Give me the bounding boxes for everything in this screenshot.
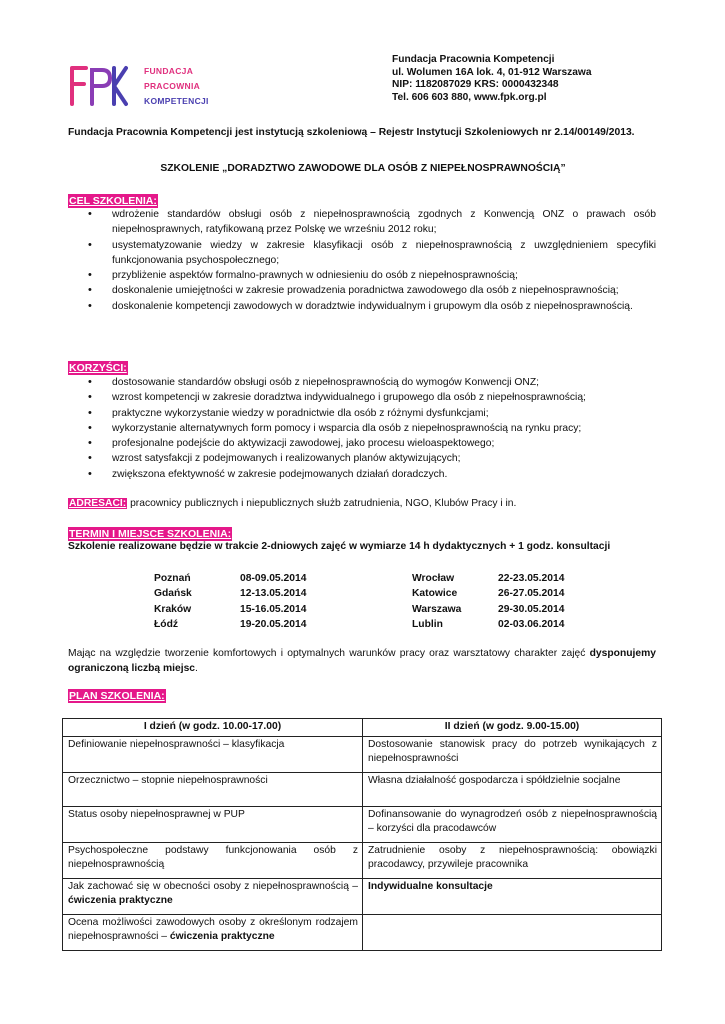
logo-line-1: FUNDACJA xyxy=(144,66,194,76)
day2-cell xyxy=(363,806,662,842)
schedule-entry xyxy=(412,602,564,617)
schedule-date: 22-23.05.2014 xyxy=(498,573,565,584)
day1-header: I dzień (w godz. 10.00-17.00) xyxy=(63,719,363,737)
schedule-city: Wrocław xyxy=(412,573,455,584)
day1-cell xyxy=(63,842,363,878)
day1-cell xyxy=(63,878,363,914)
schedule-entry xyxy=(154,571,306,586)
plan-row xyxy=(63,806,662,842)
day2-cell xyxy=(363,878,662,914)
recipients-text: pracownicy publicznych i niepublicznych służb zatrudnienia, NGO, Klubów Pracy i in. xyxy=(127,498,517,509)
plan-row xyxy=(63,842,662,878)
schedule-right-column xyxy=(412,571,564,632)
schedule-city: Łódź xyxy=(154,618,179,630)
schedule-date: 08-09.05.2014 xyxy=(240,573,307,584)
org-contact: Tel. 606 603 880, www.fpk.org.pl xyxy=(392,91,547,103)
goal-list xyxy=(84,207,656,314)
org-address: ul. Wolumen 16A lok. 4, 01-912 Warszawa xyxy=(392,66,592,78)
cell-text: Psychospołeczne podstawy funkcjonowania osób z niepełnosprawnością xyxy=(68,844,358,870)
plan-heading: PLAN SZKOLENIA: xyxy=(69,690,165,702)
schedule-date: 02-03.06.2014 xyxy=(498,618,565,630)
schedule-entry xyxy=(154,602,306,617)
schedule-description: Szkolenie realizowane będzie w trakcie 2-dniowych zajęć w wymiarze 14 h dydaktycznych + 1 godz. konsultacji xyxy=(68,541,611,552)
list-item: • dostosowanie standardów obsługi osób z niepełnosprawnością do wymogów Konwencji ONZ; xyxy=(84,375,656,390)
schedule-date: 19-20.05.2014 xyxy=(240,618,307,630)
cell-bold-text: Indywidualne konsultacje xyxy=(368,880,493,892)
plan-table xyxy=(62,718,662,951)
schedule-entry xyxy=(154,617,306,632)
fpk-logo xyxy=(68,62,228,112)
benefits-list xyxy=(84,375,656,482)
schedule-heading: TERMIN I MIEJSCE SZKOLENIA: xyxy=(69,528,232,540)
schedule-date: 15-16.05.2014 xyxy=(240,603,307,615)
schedule-date: 29-30.05.2014 xyxy=(498,603,565,615)
day2-cell xyxy=(363,736,662,772)
plan-row xyxy=(63,914,662,950)
plan-row xyxy=(63,772,662,806)
day1-cell xyxy=(63,772,363,806)
logo-line-2: PRACOWNIA xyxy=(144,81,201,91)
cell-text: Zatrudnienie osoby z niepełnosprawnością: obowiązki pracodawcy, przywileje pracownika xyxy=(368,844,657,870)
schedule-city: Warszawa xyxy=(412,603,462,615)
accreditation-note: Fundacja Pracownia Kompetencji jest instytucją szkoleniową – Rejestr Instytucji Szkoleniowych nr 2.14/00149/2013. xyxy=(68,127,635,138)
recipients xyxy=(68,497,516,510)
day2-header: II dzień (w godz. 9.00-15.00) xyxy=(363,719,662,737)
schedule-city: Lublin xyxy=(412,618,443,630)
list-item: • zwiększona efektywność w zakresie podejmowanych działań doradczych. xyxy=(84,467,656,482)
schedule-entry xyxy=(412,586,564,601)
list-item: • doskonalenie umiejętności w zakresie prowadzenia poradnictwa zawodowego dla osób z niepełnosprawnością; xyxy=(84,283,656,298)
list-item: • praktyczne wykorzystanie wiedzy w poradnictwie dla osób z różnymi dysfunkcjami; xyxy=(84,406,656,421)
cell-text: Dofinansowanie do wynagrodzeń osób z niepełnosprawnością – korzyści dla pracodawców xyxy=(368,808,657,834)
schedule-entry xyxy=(154,586,306,601)
cell-text: Dostosowanie stanowisk pracy do potrzeb wynikających z niepełnosprawności xyxy=(368,738,657,764)
day2-cell xyxy=(363,914,662,950)
org-info xyxy=(392,54,692,104)
recipients-heading: ADRESACI: xyxy=(69,498,127,509)
list-item: • wykorzystanie alternatywnych form pomocy i wsparcia dla osób z niepełnosprawnością na rynku pracy; xyxy=(84,421,656,436)
plan-row xyxy=(63,736,662,772)
fpk-logo-mark-icon xyxy=(68,64,128,108)
cell-text: Definiowanie niepełnosprawności – klasyfikacja xyxy=(68,738,285,750)
schedule-entry xyxy=(412,571,564,586)
note-end: . xyxy=(195,663,198,675)
cell-text: Własna działalność gospodarcza i spółdzielnie socjalne xyxy=(368,774,621,786)
schedule-left-column xyxy=(154,571,306,632)
cell-text: Jak zachować się w obecności osoby z niepełnosprawnością – xyxy=(68,880,358,892)
day2-cell xyxy=(363,842,662,878)
schedule-city: Poznań xyxy=(154,573,191,584)
benefits-heading: KORZYŚCI: xyxy=(69,362,127,374)
schedule-entry xyxy=(412,617,564,632)
note-bold: dysponujemy ograniczoną liczbą miejsc xyxy=(68,648,656,675)
cell-text: Ocena możliwości zawodowych osoby z określonym rodzajem niepełnosprawności – xyxy=(68,916,358,942)
list-item: • wdrożenie standardów obsługi osób z niepełnosprawnością zgodnych z Konwencją ONZ o prawach osób niepełnosprawnych, ratyfikowaną przez Polskę we wrześniu 2012 roku; xyxy=(84,207,656,238)
org-name: Fundacja Pracownia Kompetencji xyxy=(392,54,555,65)
schedule-city: Gdańsk xyxy=(154,588,192,600)
day1-cell xyxy=(63,806,363,842)
goal-heading: CEL SZKOLENIA: xyxy=(69,195,157,207)
schedule-city: Kraków xyxy=(154,603,192,615)
list-item: • wzrost satysfakcji z podejmowanych i realizowanych planów aktywizujących; xyxy=(84,451,656,466)
day1-cell xyxy=(63,914,363,950)
cell-text: Orzecznictwo – stopnie niepełnosprawności xyxy=(68,774,268,786)
list-item: • profesjonalne podejście do aktywizacji zawodowej, jako procesu wieloaspektowego; xyxy=(84,436,656,451)
list-item: • doskonalenie kompetencji zawodowych w doradztwie indywidualnym i grupowym dla osób z niepełnosprawnością. xyxy=(84,299,656,314)
schedule-city: Katowice xyxy=(412,588,458,600)
list-item: • przybliżenie aspektów formalno-prawnych w odniesieniu do osób z niepełnosprawnością; xyxy=(84,268,656,283)
list-item: • usystematyzowanie wiedzy w zakresie klasyfikacji osób z niepełnosprawnością z uwzględnieniem specyfiki funkcjonowania psychospołecznego; xyxy=(84,238,656,269)
schedule-date: 26-27.05.2014 xyxy=(498,588,565,600)
cell-text: Status osoby niepełnosprawnej w PUP xyxy=(68,808,245,820)
cell-bold-text: ćwiczenia praktyczne xyxy=(68,895,173,906)
day1-cell xyxy=(63,736,363,772)
course-title: SZKOLENIE „DORADZTWO ZAWODOWE DLA OSÓB Z NIEPEŁNOSPRAWNOŚCIĄ” xyxy=(160,163,566,174)
cell-bold-text: ćwiczenia praktyczne xyxy=(169,931,275,942)
schedule-date: 12-13.05.2014 xyxy=(240,588,307,600)
plan-header-row xyxy=(63,719,662,737)
limited-seats-note xyxy=(68,646,656,677)
day2-cell xyxy=(363,772,662,806)
logo-line-3: KOMPETENCJI xyxy=(144,96,209,106)
logo-wordmark xyxy=(144,64,234,109)
plan-row xyxy=(63,878,662,914)
org-ids: NIP: 1182087029 KRS: 0000432348 xyxy=(392,79,559,91)
note-text: Mając na względzie tworzenie komfortowych i optymalnych warunków pracy oraz warsztatowy charakter zajęć xyxy=(68,648,590,659)
list-item: • wzrost kompetencji w zakresie doradztwa indywidualnego i grupowego dla osób z niepełnosprawnością; xyxy=(84,390,656,405)
